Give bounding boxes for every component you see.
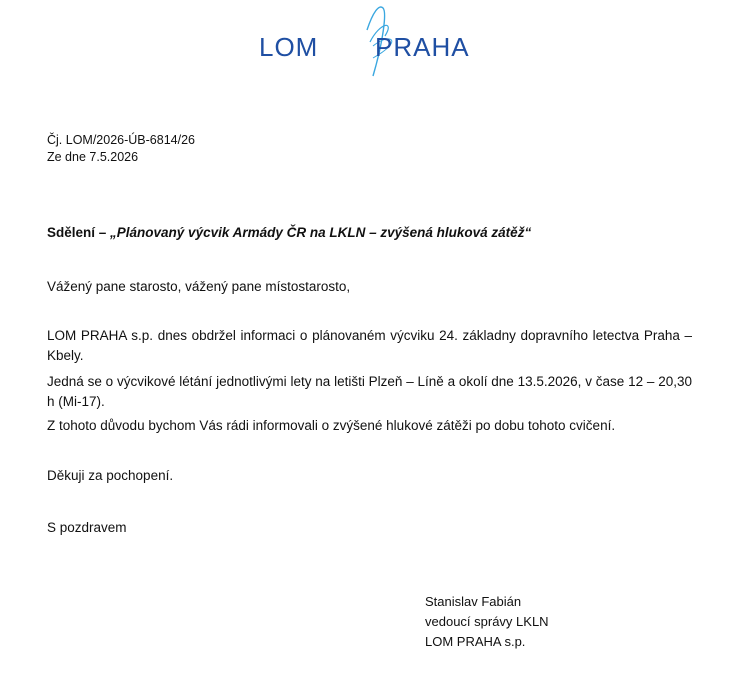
paragraph: Z tohoto důvodu bychom Vás rádi informovali o zvýšené hlukové zátěži po dobu tohoto cvičení. <box>47 418 616 433</box>
lom-praha-logo <box>255 2 505 80</box>
thanks-line: Děkuji za pochopení. <box>47 468 174 483</box>
signature-name: Stanislav Fabián <box>425 594 522 609</box>
subject-line <box>47 225 531 240</box>
logo-text-lom: LOM <box>259 32 319 62</box>
logo-text-praha: PRAHA <box>375 32 470 62</box>
paragraph: LOM PRAHA s.p. dnes obdržel informaci o plánovaném výcviku 24. základny dopravního letectva Praha – Kbely. <box>47 328 692 363</box>
company-logo <box>255 2 505 80</box>
signature-position: vedoucí správy LKLN <box>425 614 549 629</box>
greeting: Vážený pane starosto, vážený pane místostarosto, <box>47 279 351 294</box>
reference-block <box>47 132 195 166</box>
reference-date: Ze dne 7.5.2026 <box>47 150 139 164</box>
signature-company: LOM PRAHA s.p. <box>425 634 526 649</box>
closing-line: S pozdravem <box>47 520 127 535</box>
signature-block <box>425 592 549 652</box>
reference-number: Čj. LOM/2026-ÚB-6814/26 <box>47 133 195 147</box>
subject-lead: Sdělení – <box>47 225 111 240</box>
paragraph: Jedná se o výcvikové létání jednotlivými lety na letišti Plzeň – Líně a okolí dne 13.5.2026, v čase 12 – 20,30 h (Mi-17). <box>47 374 692 409</box>
subject-title: „Plánovaný výcvik Armády ČR na LKLN – zvýšená hluková zátěž“ <box>110 225 532 240</box>
